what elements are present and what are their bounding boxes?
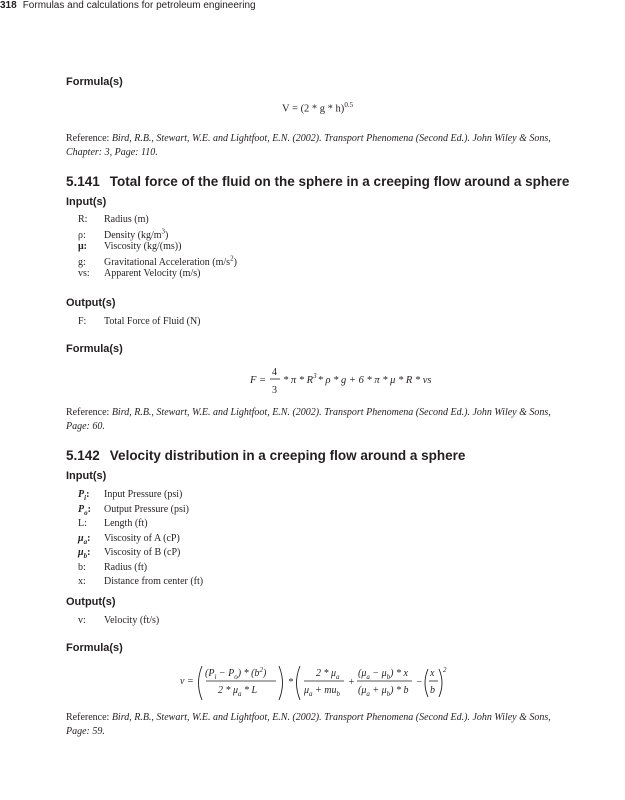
svg-text:3: 3	[272, 385, 277, 396]
input-symbol: L:	[78, 518, 87, 529]
input-symbol: $P_i$:	[78, 489, 90, 502]
input-description: Distance from center (ft)	[104, 576, 204, 587]
input-symbol: μ:	[78, 241, 87, 252]
input-symbol: $\mu_b$:	[78, 547, 91, 560]
input-description: Radius (ft)	[104, 561, 148, 573]
input-description: Input Pressure (psi)	[104, 489, 183, 500]
input-item	[78, 255, 237, 268]
svg-text:b: b	[430, 685, 435, 696]
output-heading-141: Output(s)	[66, 297, 116, 309]
output-heading-142: Output(s)	[66, 596, 116, 608]
input-item	[78, 547, 180, 560]
input-item	[78, 241, 181, 252]
section-title-5-141: 5.141 Total force of the fluid on the sphere in a creeping flow around a sphere	[66, 174, 570, 189]
svg-text:(μa − μb) * x: $(\mu_a - \mu_b) * x$	[358, 668, 408, 681]
input-item	[78, 489, 182, 502]
section-title-5-142: 5.142 Velocity distribution in a creeping flow around a sphere	[66, 448, 466, 463]
svg-text:v =: v =	[180, 676, 194, 687]
formula-heading-prev: Formula(s)	[66, 76, 123, 88]
svg-text:(Pi − Po) * (b2): $(P_i - P_o) * (b^2)$	[205, 666, 267, 681]
reference-141: Reference: Bird, R.B., Stewart, W.E. and Lightfoot, E.N. (2002). Transport Phenomena (Second Ed.). John Wiley & Sons, Page: 60.	[66, 407, 551, 432]
formula-prev: V = (2 * g * h)$^{0.5}$	[282, 101, 354, 115]
input-description: Density $(kg/m^3)$	[104, 227, 169, 241]
formula-141	[250, 364, 450, 400]
input-symbol: x:	[78, 576, 86, 587]
input-symbol: $\mu_a$:	[78, 532, 91, 546]
page-number: 318	[0, 0, 17, 11]
reference-142: Reference: Bird, R.B., Stewart, W.E. and Lightfoot, E.N. (2002). Transport Phenomena (Second Ed.). John Wiley & Sons, Page: 59.	[66, 712, 551, 737]
svg-text:(μa + μb) * b: $(\mu_a + \mu_b) * b$	[358, 685, 409, 698]
running-title: Formulas and calculations for petroleum engineering	[22, 0, 256, 11]
input-symbol: vs:	[78, 268, 90, 279]
svg-text:2 * μa: $2 * \mu_a$	[316, 668, 340, 681]
input-heading-141: Input(s)	[66, 196, 107, 208]
svg-text:−: −	[416, 677, 423, 688]
input-description: Viscosity of B (cP)	[104, 547, 181, 558]
input-item	[78, 576, 203, 587]
input-description: Gravitational Acceleration $(m/s^2)$	[104, 254, 237, 268]
input-item	[78, 214, 149, 225]
input-symbol: ρ:	[78, 229, 86, 241]
input-symbol: g:	[78, 256, 86, 268]
output-item: v: Velocity (ft/s)	[78, 615, 160, 626]
svg-text:2 * μa * L: $2 * \mu_a$ * L	[218, 685, 258, 698]
input-item	[78, 562, 147, 573]
input-item	[78, 518, 148, 529]
svg-text:*: *	[288, 677, 293, 688]
reference-prev: Reference: Bird, R.B., Stewart, W.E. and Lightfoot, E.N. (2002). Transport Phenomena (Second Ed.). John Wiley & Sons, Chapter: 3, Page: 110.	[66, 133, 551, 158]
running-header	[0, 0, 625, 11]
svg-text:* π * R3* ρ * g + 6 * π * μ *: * π * $R^3*$ ρ * g + 6 * π * μ * R * vs	[283, 372, 432, 386]
input-description: Viscosity (kg/(ms))	[104, 241, 182, 252]
input-description: Radius (m)	[104, 214, 149, 225]
input-item	[78, 533, 180, 546]
svg-text:+: +	[348, 677, 355, 688]
input-description: Apparent Velocity (m/s)	[104, 268, 201, 279]
formula-heading-142: Formula(s)	[66, 642, 123, 654]
formula-heading-141: Formula(s)	[66, 343, 123, 355]
svg-text:F =: F =	[250, 375, 267, 386]
svg-text:x: x	[430, 668, 435, 679]
input-item	[78, 228, 168, 241]
input-symbol: $P_o$:	[78, 503, 91, 517]
svg-text:2: 2	[443, 666, 447, 674]
input-symbol: b:	[78, 561, 86, 573]
svg-text:μa + mub: $\mu_a + mu_b$	[304, 685, 341, 698]
formula-142	[180, 662, 450, 704]
input-description: Output Pressure (psi)	[104, 503, 189, 515]
input-item	[78, 268, 200, 279]
input-symbol: R:	[78, 214, 88, 225]
input-heading-142: Input(s)	[66, 470, 107, 482]
input-item	[78, 504, 189, 517]
svg-text:4: 4	[272, 367, 277, 378]
input-description: Length (ft)	[104, 518, 148, 529]
input-description: Viscosity of A (cP)	[104, 532, 180, 544]
output-item: F: Total Force of Fluid (N)	[78, 316, 201, 327]
